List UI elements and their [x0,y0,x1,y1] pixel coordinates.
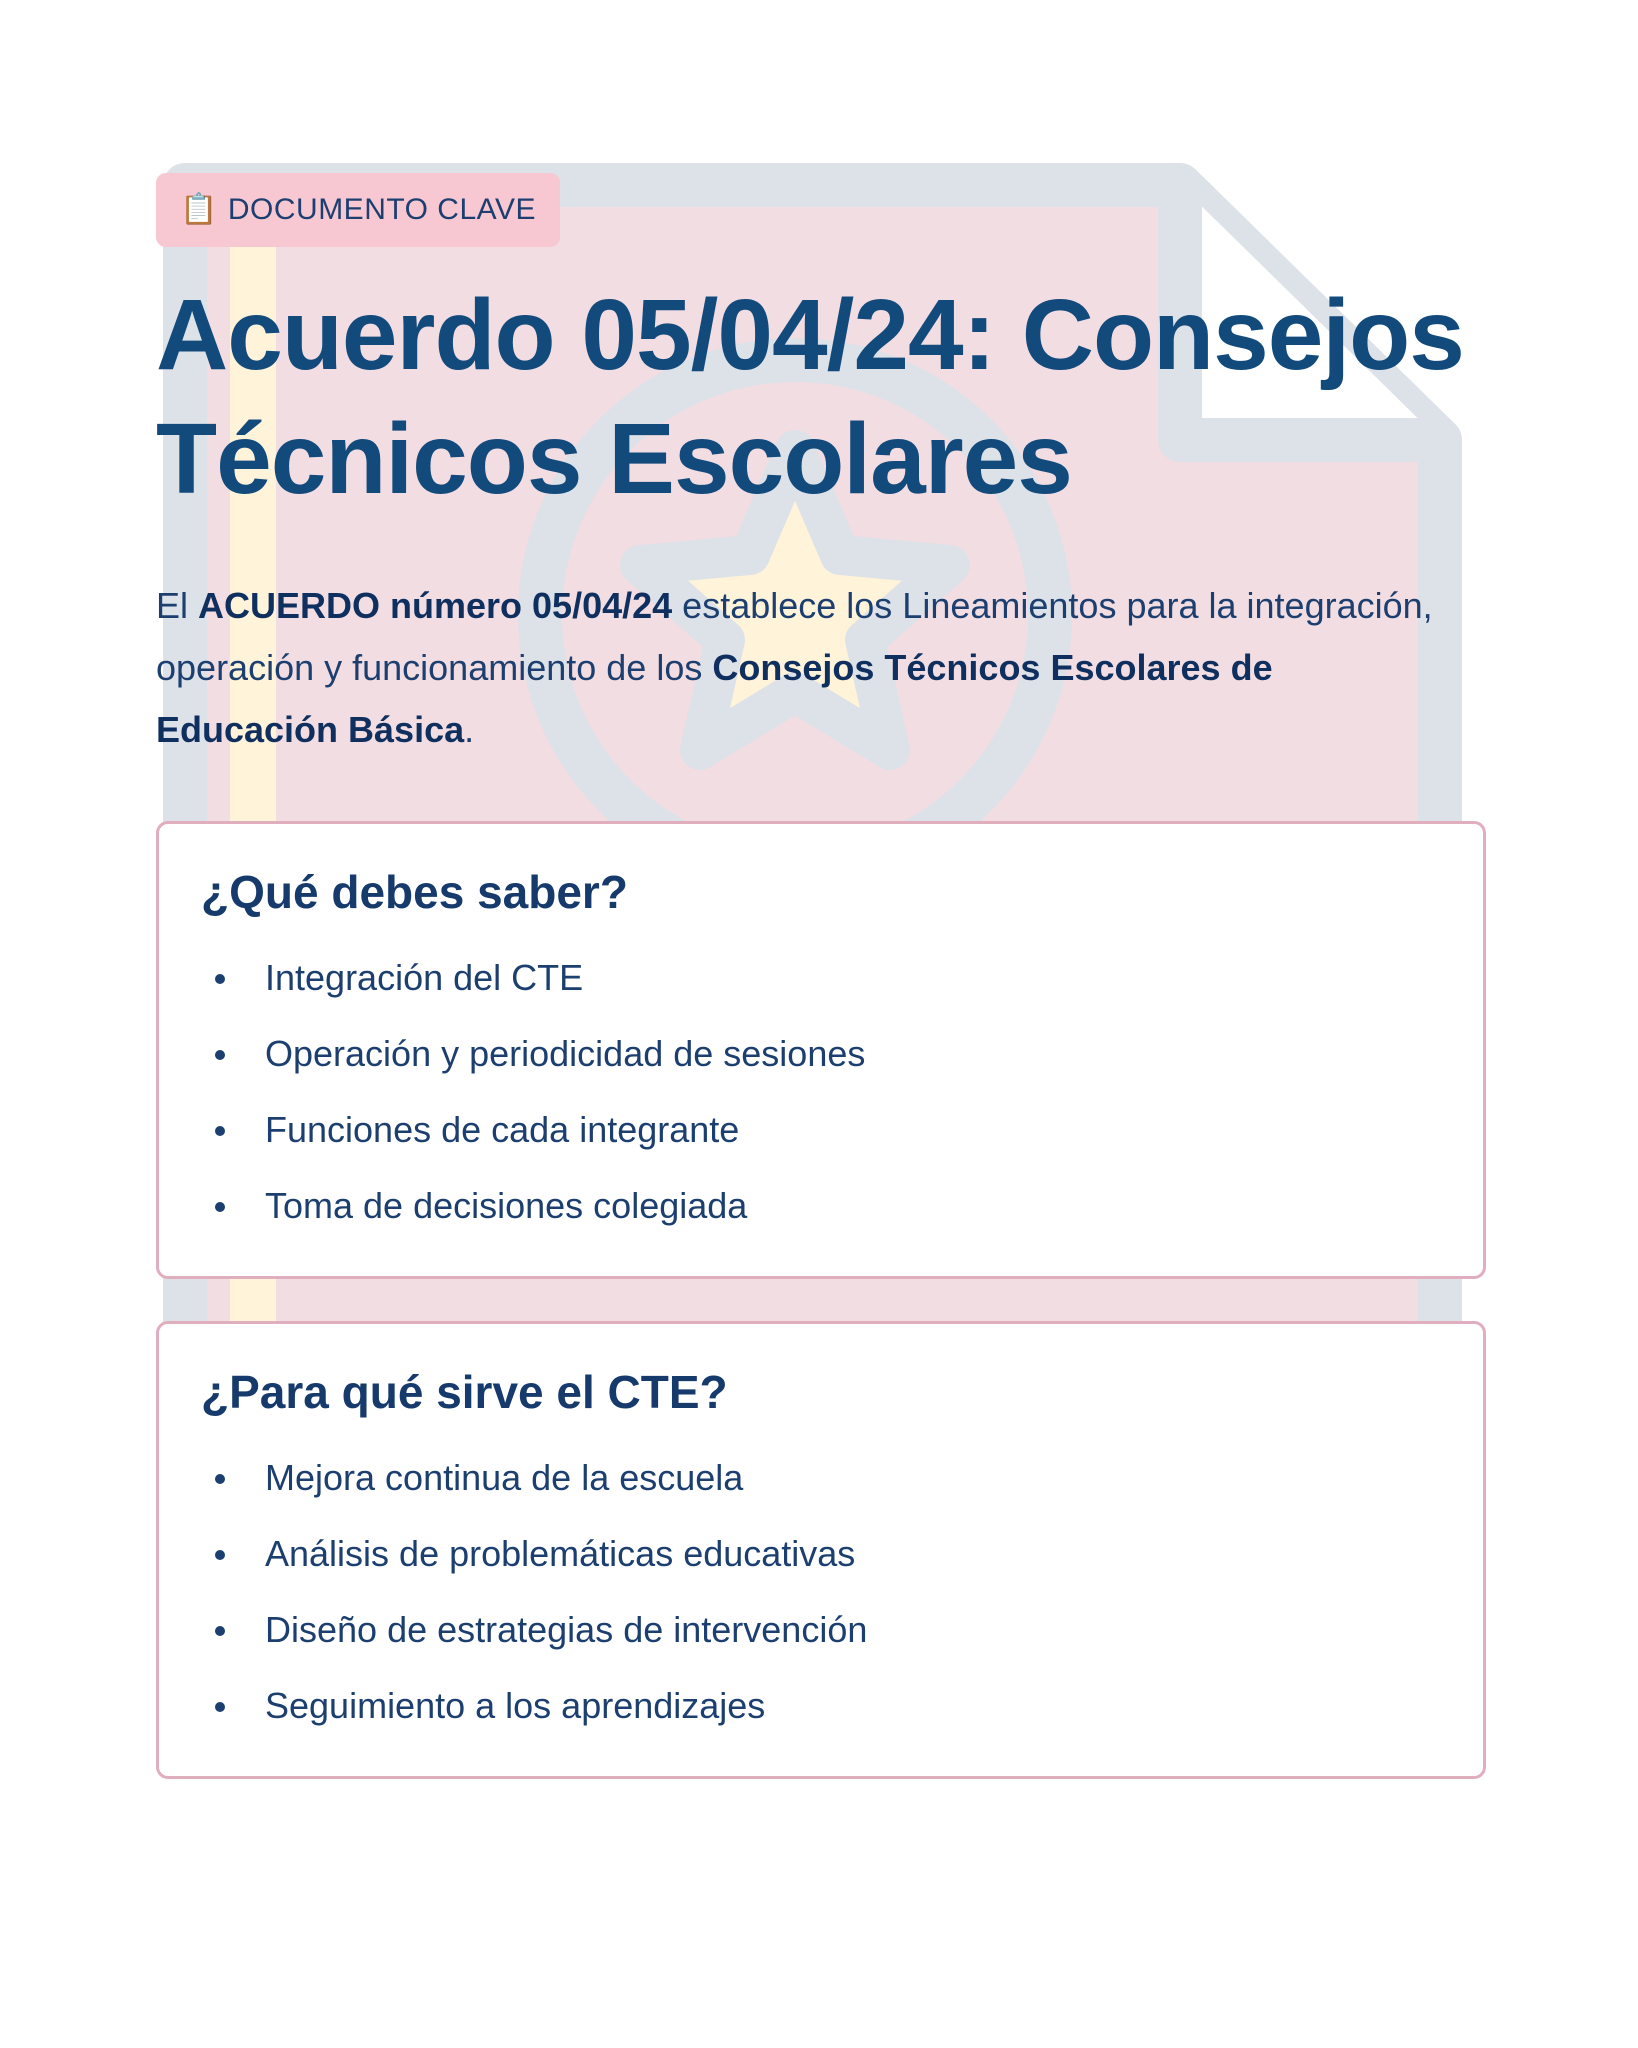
page-title: Acuerdo 05/04/24: Consejos Técnicos Escolares [156,279,1464,515]
list-item: Operación y periodicidad de sesiones [201,1016,1441,1092]
list-item: Toma de decisiones colegiada [201,1168,1441,1244]
content [156,173,1486,1779]
list-item: Análisis de problemáticas educativas [201,1516,1441,1592]
agreement-number: ACUERDO número 05/04/24 [198,585,673,626]
tag-label: DOCUMENTO CLAVE [227,193,536,226]
intro-paragraph: El ACUERDO número 05/04/24 establece los Lineamientos para la integración, operación y funcionamiento de los Consejos Técnicos Escolares de Educación Básica. [156,585,1433,750]
document-tag [156,173,560,247]
card-heading: ¿Para qué sirve el CTE? [201,1366,728,1418]
list-item: Seguimiento a los aprendizajes [201,1668,1441,1744]
what-to-know-card [156,821,1486,1279]
council-name: Consejos Técnicos Escolares de Educación Básica [156,647,1273,750]
clipboard-icon: 📋 [180,193,218,226]
purpose-card [156,1321,1486,1779]
card-heading: ¿Qué debes saber? [201,866,628,918]
list-item: Integración del CTE [201,940,1441,1016]
list-item: Mejora continua de la escuela [201,1440,1441,1516]
bullet-list [201,1440,1441,1744]
list-item: Funciones de cada integrante [201,1092,1441,1168]
list-item: Diseño de estrategias de intervención [201,1592,1441,1668]
bullet-list [201,940,1441,1244]
